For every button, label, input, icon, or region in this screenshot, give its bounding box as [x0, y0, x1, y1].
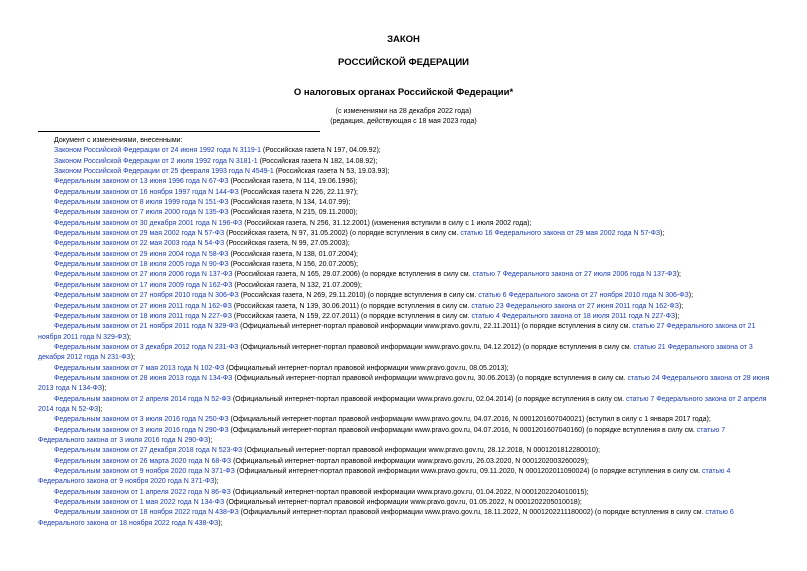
article-reference-link[interactable]: статью 6 Федерального закона от 18 ноября 2022 года N 438-ФЗ	[38, 509, 734, 527]
article-reference-link[interactable]: статью 4 Федерального закона от 9 ноября 2020 года N 371-ФЗ	[38, 468, 731, 486]
amendment-law-link[interactable]: Федеральным законом от 3 июля 2016 года N 250-ФЗ	[54, 416, 229, 424]
article-reference-link[interactable]: статью 7 Федерального закона от 2 апреля 2014 года N 52-ФЗ	[38, 395, 767, 413]
amendment-law-link[interactable]: Федеральным законом от 8 июля 1999 года N 151-ФЗ	[54, 199, 229, 207]
amendment-item	[38, 457, 770, 467]
amendment-item	[38, 270, 770, 280]
doc-country-title: РОССИЙСКОЙ ФЕДЕРАЦИИ	[337, 57, 469, 68]
amendment-law-link[interactable]: Федеральным законом от 7 июля 2000 года N 135-ФЗ	[54, 209, 229, 217]
amendment-item	[38, 302, 770, 312]
amendment-closing-text: );	[675, 312, 680, 320]
amendment-source-text: (Российская газета N 226, 22.11.97);	[238, 188, 358, 196]
amendment-item	[38, 198, 770, 208]
article-reference-link[interactable]: статью 24 Федерального закона от 28 июня 2013 года N 134-ФЗ	[38, 374, 770, 393]
article-reference-link[interactable]: статью 7 Федерального закона от 3 июля 2016 года N 290-ФЗ	[38, 426, 726, 444]
amendment-law-link[interactable]: Федеральным законом от 17 июля 2009 года N 162-ФЗ	[54, 281, 233, 289]
amendment-source-text: (Официальный интернет-портал правовой информации www.pravo.gov.ru, 28.12.2018, N 0001201812280010);	[242, 447, 600, 455]
amendment-item	[38, 488, 770, 498]
amendment-source-text: (Российская газета, N 215, 09.11.2000);	[228, 209, 358, 217]
amendment-source-text: (Официальный интернет-портал правовой информации www.pravo.gov.ru, 09.11.2020, N 0001202011090024) (о порядке вступления в силу см.	[234, 468, 703, 475]
amendment-item	[38, 322, 770, 343]
amendment-law-link[interactable]: Федеральным законом от 18 июля 2005 года N 90-ФЗ	[54, 261, 229, 269]
amendment-law-link[interactable]: Законом Российской Федерации от 24 июня 1992 года N 3119-1	[54, 147, 261, 155]
amendment-item	[38, 415, 770, 425]
article-reference-link[interactable]: статью 27 Федерального закона от 21 ноября 2011 года N 329-ФЗ	[38, 323, 756, 341]
amendment-item	[38, 312, 770, 322]
amendment-item	[38, 364, 770, 374]
amendments-list	[38, 136, 770, 529]
article-reference-link[interactable]: статью 4 Федерального закона от 18 июля 2011 года N 227-ФЗ	[471, 312, 676, 320]
article-reference-link[interactable]: статью 23 Федерального закона от 27 июня 2011 года N 162-ФЗ	[471, 302, 679, 310]
doc-name-title: О налоговых органах Российской Федерации*	[293, 87, 514, 98]
amendment-source-text: (Российская газета, N 97, 31.05.2002) (о порядке вступления в силу см.	[224, 230, 461, 238]
amendment-law-link[interactable]: Федеральным законом от 3 июля 2016 года N 290-ФЗ	[54, 426, 229, 434]
amendment-law-link[interactable]: Федеральным законом от 29 июня 2004 года N 58-ФЗ	[54, 250, 229, 258]
amendment-closing-text: );	[660, 230, 665, 238]
amendment-item	[38, 208, 770, 218]
amendment-source-text: (Российская газета, N 165, 29.07.2006) (о порядке вступления в силу см.	[232, 271, 473, 279]
amendment-source-text: (Российская газета, N 156, 20.07.2005);	[228, 261, 359, 269]
edition-changes-note: (с изменениями на 28 декабря 2022 года)	[335, 108, 472, 115]
amendment-closing-text: );	[130, 354, 136, 362]
amendment-source-text: (Официальный интернет-портал правовой информации www.pravo.gov.ru, 18.11.2022, N 0001202211180002) (о порядке вступления в силу см.	[238, 509, 706, 517]
amendment-closing-text: );	[688, 292, 694, 300]
amendment-law-link[interactable]: Федеральным законом от 27 июня 2011 года N 162-ФЗ	[54, 302, 232, 310]
amendment-source-text: (Российская газета N 197, 04.09.92);	[260, 147, 381, 155]
amendment-law-link[interactable]: Федеральным законом от 18 июля 2011 года N 227-ФЗ	[54, 312, 232, 320]
amendment-source-text: (Официальный интернет-портал правовой информации www.pravo.gov.ru, 30.06.2013) (о порядке вступления в силу см.	[232, 374, 628, 382]
amendment-item	[38, 446, 770, 456]
amendment-source-text: (Российская газета N 53, 19.03.93);	[273, 168, 390, 176]
amendment-source-text: (Официальный интернет-портал правовой информации www.pravo.gov.ru, 04.12.2012) (о порядке вступления в силу см.	[238, 343, 634, 351]
doc-type-title: ЗАКОН	[387, 34, 420, 45]
amendment-law-link[interactable]: Федеральным законом от 22 мая 2003 года N 54-ФЗ	[54, 240, 225, 248]
amendment-law-link[interactable]: Федеральным законом от 27 ноября 2010 года N 306-ФЗ	[54, 292, 239, 300]
amendment-source-text: (Официальный интернет-портал правовой информации www.pravo.gov.ru, 01.04.2022, N 0001202204010015);	[230, 488, 589, 496]
amendment-source-text: (Российская газета, N 132, 21.07.2009);	[232, 281, 362, 289]
amendment-source-text: (Официальный интернет-портал правовой информации www.pravo.gov.ru, 26.03.2020, N 0001202003260029);	[231, 457, 589, 465]
amendment-item	[38, 508, 770, 529]
amendment-item	[38, 498, 770, 508]
amendment-closing-text: );	[126, 333, 132, 341]
amendment-item	[38, 281, 770, 291]
amendment-item	[38, 467, 770, 488]
amendment-source-text: (Официальный интернет-портал правовой информации www.pravo.gov.ru, 01.05.2022, N 0001202205010018);	[224, 499, 582, 507]
edition-revision-note: (редакция, действующая с 18 мая 2023 года)	[330, 118, 477, 125]
amendment-closing-text: );	[208, 436, 213, 444]
amendment-source-text: (Российская газета N 182, 14.08.92);	[257, 157, 378, 165]
amendment-closing-text: );	[98, 405, 103, 413]
amendment-item	[38, 188, 770, 198]
amendment-law-link[interactable]: Федеральным законом от 26 марта 2020 года N 68-ФЗ	[54, 457, 232, 465]
amendment-law-link[interactable]: Федеральным законом от 30 декабря 2001 года N 196-ФЗ	[54, 219, 243, 227]
amendment-source-text: (Российская газета, N 138, 01.07.2004);	[228, 250, 358, 258]
amendment-law-link[interactable]: Федеральным законом от 7 мая 2013 года N 102-ФЗ	[54, 364, 225, 372]
amendment-item	[38, 229, 770, 239]
amendment-closing-text: );	[678, 302, 684, 310]
amendment-source-text: (Официальный интернет-портал правовой информации www.pravo.gov.ru, 04.07.2016, N 0001201607040021) (вступил в силу с 1 января 2017 года);	[228, 416, 711, 424]
amendment-source-text: (Официальный интернет-портал правовой информации www.pravo.gov.ru, 22.11.2011) (о порядке вступления в силу см.	[238, 323, 633, 331]
amendment-source-text: (Российская газета, N 139, 30.06.2011) (о порядке вступления в силу см.	[231, 302, 472, 310]
amendment-closing-text: );	[214, 478, 219, 486]
amendment-item	[38, 157, 770, 167]
amendment-item	[38, 260, 770, 270]
amendment-source-text: (Российская газета, N 159, 22.07.2011) (о порядке вступления в силу см.	[231, 312, 472, 320]
amendment-item	[38, 167, 770, 177]
amendment-law-link[interactable]: Федеральным законом от 9 ноября 2020 года N 371-ФЗ	[54, 468, 235, 475]
amendment-law-link[interactable]: Федеральным законом от 2 апреля 2014 года N 52-ФЗ	[54, 395, 231, 403]
amendment-item	[38, 250, 770, 260]
amendment-closing-text: );	[218, 519, 223, 527]
amendment-law-link[interactable]: Федеральным законом от 21 ноября 2011 года N 329-ФЗ	[54, 323, 239, 331]
amendment-source-text: (Российская газета, N 256, 31.12.2001) (изменения вступили в силу с 1 июля 2002 года);	[242, 219, 532, 227]
amendment-source-text: (Российская газета, N 269, 29.11.2010) (о порядке вступления в силу см.	[238, 292, 479, 300]
article-reference-link[interactable]: статью 7 Федерального закона от 27 июля 2006 года N 137-ФЗ	[472, 271, 677, 279]
amendment-closing-text: );	[102, 385, 107, 393]
amendment-source-text: (Официальный интернет-портал правовой информации www.pravo.gov.ru, 02.04.2014) (о порядке вступления в силу см.	[230, 395, 626, 403]
article-reference-link[interactable]: статью 21 Федерального закона от 3 декабря 2012 года N 231-ФЗ	[38, 343, 753, 362]
amendment-closing-text: );	[676, 271, 681, 279]
amendment-law-link[interactable]: Федеральным законом от 3 декабря 2012 года N 231-ФЗ	[54, 343, 239, 351]
separator-rule	[38, 131, 320, 132]
amendment-law-link[interactable]: Федеральным законом от 29 мая 2002 года N 57-ФЗ	[54, 230, 225, 238]
amendment-law-link[interactable]: Федеральным законом от 28 июня 2013 года N 134-ФЗ	[54, 374, 233, 382]
amendment-law-link[interactable]: Федеральным законом от 27 июля 2006 года N 137-ФЗ	[54, 271, 233, 279]
amendment-source-text: (Российская газета, N 99, 27.05.2003);	[224, 240, 350, 248]
article-reference-link[interactable]: статью 16 Федерального закона от 29 мая 2002 года N 57-ФЗ	[460, 230, 661, 238]
amendments-heading: Документ с изменениями, внесенными:	[54, 137, 183, 144]
amendment-law-link[interactable]: Законом Российской Федерации от 2 июля 1992 года N 3181-1	[54, 157, 258, 165]
amendment-item	[38, 291, 770, 301]
amendment-item	[38, 426, 770, 447]
amendment-item	[38, 343, 770, 364]
amendment-law-link[interactable]: Федеральным законом от 1 мая 2022 года N 134-ФЗ	[54, 499, 225, 507]
amendment-item	[38, 239, 770, 249]
amendment-source-text: (Российская газета, N 134, 14.07.99);	[228, 199, 351, 207]
amendment-item	[38, 146, 770, 156]
amendment-law-link[interactable]: Федеральным законом от 18 ноября 2022 года N 438-ФЗ	[54, 509, 239, 517]
amendment-item	[38, 177, 770, 187]
article-reference-link[interactable]: статью 6 Федерального закона от 27 ноября 2010 года N 306-ФЗ	[478, 292, 689, 300]
amendment-item	[38, 219, 770, 229]
amendment-source-text: (Российская газета, N 114, 19.06.1996);	[228, 178, 358, 186]
amendment-law-link[interactable]: Законом Российской Федерации от 25 февраля 1993 года N 4549-1	[54, 168, 274, 176]
amendment-item	[38, 395, 770, 416]
amendment-law-link[interactable]: Федеральным законом от 1 апреля 2022 года N 86-ФЗ	[54, 488, 231, 496]
amendment-item	[38, 374, 770, 395]
amendment-law-link[interactable]: Федеральным законом от 16 ноября 1997 года N 144-ФЗ	[54, 188, 239, 196]
amendment-law-link[interactable]: Федеральным законом от 27 декабря 2018 года N 523-ФЗ	[54, 447, 243, 455]
amendment-law-link[interactable]: Федеральным законом от 13 июня 1996 года N 67-ФЗ	[54, 178, 229, 186]
amendment-source-text: (Официальный интернет-портал правовой информации www.pravo.gov.ru, 08.05.2013);	[224, 364, 509, 372]
amendment-source-text: (Официальный интернет-портал правовой информации www.pravo.gov.ru, 04.07.2016, N 0001201607040160) (о порядке вступления в силу см.	[228, 426, 697, 434]
